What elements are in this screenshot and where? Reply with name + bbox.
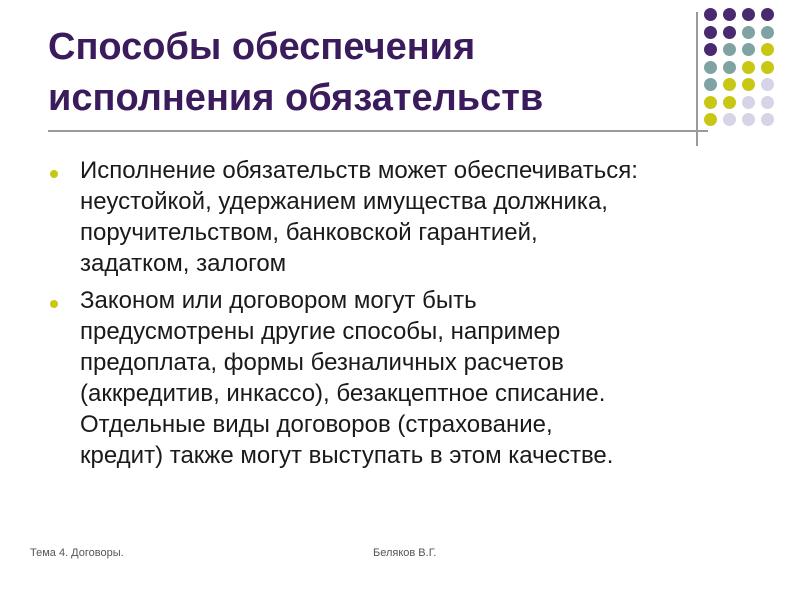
decorative-dot-grid — [704, 8, 800, 148]
decorative-dot-icon — [723, 61, 736, 74]
decorative-dot-icon — [742, 43, 755, 56]
decorative-dot-icon — [723, 43, 736, 56]
bullet-1-line-1: Исполнение обязательств может обеспечиваться: — [80, 157, 638, 184]
bullet-list — [48, 155, 748, 477]
decorative-dot-icon — [742, 96, 755, 109]
bullet-2-line-6: кредит) также могут выступать в этом качестве. — [80, 442, 614, 469]
decorative-dot-icon — [704, 61, 717, 74]
slide-title-line-1: Способы обеспечения — [48, 26, 476, 68]
decorative-dot-icon — [704, 43, 717, 56]
decorative-dot-icon — [742, 61, 755, 74]
bullet-1-line-4: задатком, залогом — [80, 250, 287, 277]
decorative-dot-icon — [761, 61, 774, 74]
bullet-item-1 — [48, 155, 748, 279]
decorative-dot-icon — [704, 26, 717, 39]
bullet-item-2 — [48, 285, 748, 471]
decorative-dot-icon — [723, 8, 736, 21]
decorative-dot-icon — [704, 96, 717, 109]
decorative-dot-icon — [723, 113, 736, 126]
decorative-dot-icon — [742, 113, 755, 126]
decorative-dot-icon — [704, 113, 717, 126]
slide-title — [48, 22, 648, 124]
decorative-dot-icon — [742, 26, 755, 39]
horizontal-divider — [48, 130, 708, 132]
footer-author: Беляков В.Г. — [373, 547, 437, 559]
bullet-2-line-5: Отдельные виды договоров (страхование, — [80, 411, 553, 438]
decorative-dot-icon — [723, 78, 736, 91]
slide-title-line-2: исполнения обязательств — [48, 77, 544, 119]
bullet-2-line-2: предусмотрены другие способы, например — [80, 318, 561, 345]
footer-topic: Тема 4. Договоры. — [30, 547, 124, 559]
decorative-dot-icon — [761, 26, 774, 39]
decorative-dot-icon — [761, 96, 774, 109]
bullet-marker-icon — [50, 170, 58, 178]
bullet-2-line-4: (аккредитив, инкассо), безакцептное списание. — [80, 380, 606, 407]
decorative-dot-icon — [742, 8, 755, 21]
bullet-2-line-1: Законом или договором могут быть — [80, 287, 477, 314]
decorative-dot-icon — [761, 8, 774, 21]
decorative-dot-icon — [723, 96, 736, 109]
decorative-dot-icon — [761, 113, 774, 126]
decorative-dot-icon — [761, 78, 774, 91]
decorative-dot-icon — [742, 78, 755, 91]
decorative-dot-icon — [761, 43, 774, 56]
bullet-1-line-2: неустойкой, удержанием имущества должника, — [80, 188, 608, 215]
bullet-1-line-3: поручительством, банковской гарантией, — [80, 219, 538, 246]
bullet-2-line-3: предоплата, формы безналичных расчетов — [80, 349, 564, 376]
bullet-marker-icon — [50, 300, 58, 308]
decorative-dot-icon — [704, 78, 717, 91]
decorative-dot-icon — [704, 8, 717, 21]
vertical-divider — [696, 12, 698, 146]
decorative-dot-icon — [723, 26, 736, 39]
